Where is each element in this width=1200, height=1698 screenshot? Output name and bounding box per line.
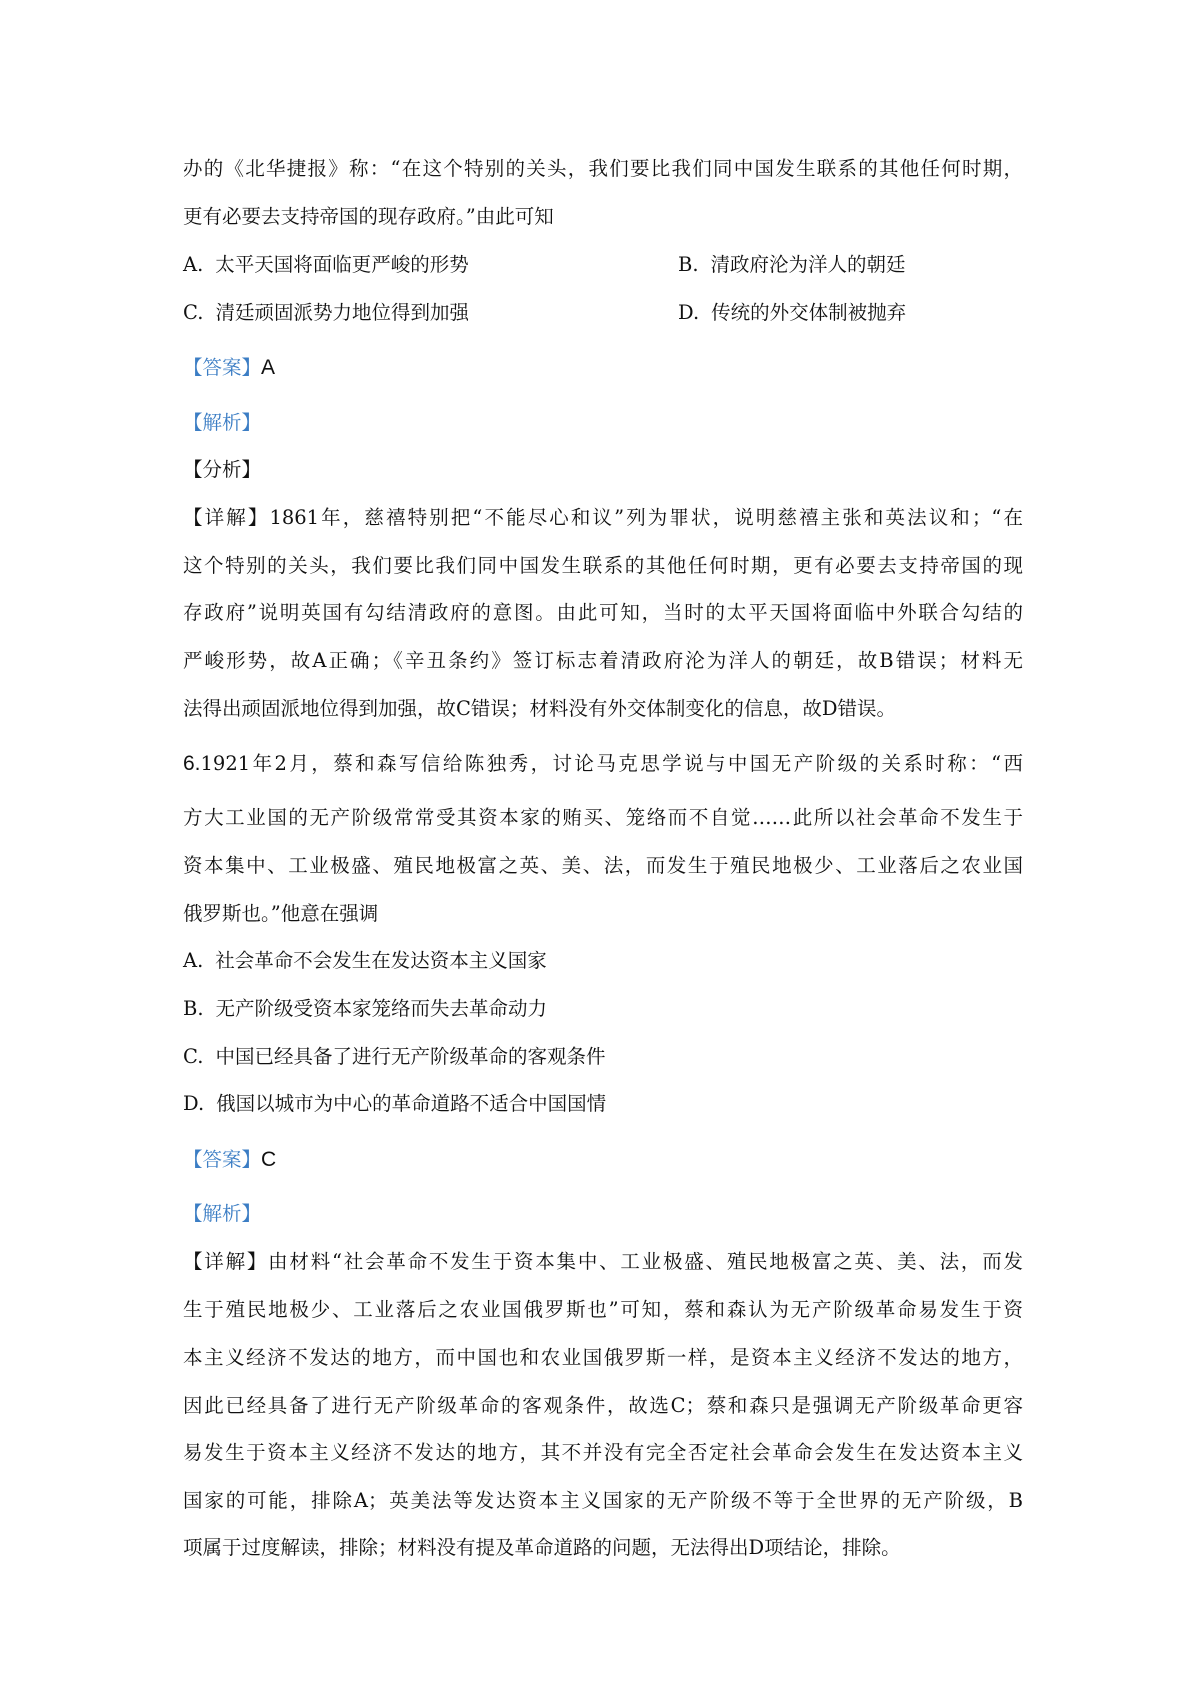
option-text: 中国已经具备了进行无产阶级革命的客观条件 [215,1045,606,1068]
detail-text: 由材料“社会革命不发生于资本集中、工业极盛、殖民地极富之英、美、法，而发 [268,1250,1023,1273]
q6-detail-line: 易发生于资本主义经济不发达的地方，其不并没有完全否定社会革命会发生在发达资本主义 [183,1441,1023,1464]
q6-analysis-tag: 【解析】 [183,1202,262,1225]
q6-option-b [183,996,1023,1022]
q6-stem-line: 俄罗斯也。”他意在强调 [183,902,379,925]
option-label: C. [183,1045,204,1068]
q5-detail-line: 法得出顽固派地位得到加强，故C错误；材料没有外交体制变化的信息，故D错误。 [183,697,897,720]
option-text: 俄国以城市为中心的革命道路不适合中国国情 [216,1092,607,1115]
option-text: 无产阶级受资本家笼络而失去革命动力 [215,997,548,1020]
option-label: B. [183,997,204,1020]
q6-detail-line: 项属于过度解读，排除；材料没有提及革命道路的问题，无法得出D项结论，排除。 [183,1536,901,1559]
option-label: D. [678,301,700,324]
q6-detail-line: 因此已经具备了进行无产阶级革命的客观条件，故选C；蔡和森只是强调无产阶级革命更容 [183,1394,1023,1417]
q6-option-a [183,948,1023,974]
answer-value: C [261,1148,277,1171]
q6-answer [183,1147,1023,1173]
q5-analysis-tag: 【解析】 [183,411,262,434]
q6-detail-line: 本主义经济不发达的地方，而中国也和农业国俄罗斯一样，是资本主义经济不发达的地方， [183,1346,1023,1369]
q6-detail-line: 生于殖民地极少、工业落后之农业国俄罗斯也”可知，蔡和森认为无产阶级革命易发生于资 [183,1298,1023,1321]
question-number: 6. [183,752,201,775]
option-label: D. [183,1092,205,1115]
q5-stem-line: 更有必要去支持帝国的现存政府。”由此可知 [183,205,554,228]
q6-detail-line: 国家的可能，排除A；英美法等发达资本主义国家的无产阶级不等于全世界的无产阶级，B [183,1489,1023,1512]
answer-tag: 【答案】 [183,1148,262,1171]
answer-value: A [261,356,276,379]
q5-detail-line [183,505,1023,531]
q6-stem-line: 资本集中、工业极盛、殖民地极富之英、美、法，而发生于殖民地极少、工业落后之农业国 [183,854,1023,877]
q5-answer [183,355,1023,381]
q5-detail-line: 严峻形势，故A正确；《辛丑条约》签订标志着清政府沦为洋人的朝廷，故B错误；材料无 [183,649,1023,672]
q5-option-b [678,252,1058,278]
option-label: C. [183,301,204,324]
option-text: 清政府沦为洋人的朝廷 [710,253,906,276]
q5-detail-line: 这个特别的关头，我们要比我们同中国发生联系的其他任何时期，更有必要去支持帝国的现 [183,554,1023,577]
q5-stem-line: 办的《北华捷报》称：“在这个特别的关头，我们要比我们同中国发生联系的其他任何时期， [183,157,1023,180]
stem-text: 1921年2月，蔡和森写信给陈独秀，讨论马克思学说与中国无产阶级的关系时称：“西 [200,752,1023,775]
option-label: B. [678,253,699,276]
option-text: 社会革命不会发生在发达资本主义国家 [215,949,547,972]
q6-detail-line [183,1249,1023,1275]
q6-option-d [183,1091,1023,1117]
detail-tag: 【详解】 [183,506,270,529]
q5-option-d [678,300,1058,326]
option-text: 传统的外交体制被抛弃 [711,301,907,324]
option-text: 太平天国将面临更严峻的形势 [215,253,469,276]
q5-detail-line: 存政府”说明英国有勾结清政府的意图。由此可知，当时的太平天国将面临中外联合勾结的 [183,601,1023,624]
detail-tag: 【详解】 [183,1250,269,1273]
option-label: A. [183,253,204,276]
detail-text: 1861年，慈禧特别把“不能尽心和议”列为罪状，说明慈禧主张和英法议和；“在 [269,506,1023,529]
answer-tag: 【答案】 [183,356,262,379]
q6-stem-line [183,751,1023,777]
q5-fenxi-tag: 【分析】 [183,458,262,481]
option-label: A. [183,949,204,972]
q6-stem-line: 方大工业国的无产阶级常常受其资本家的贿买、笼络而不自觉……此所以社会革命不发生于 [183,806,1023,829]
option-text: 清廷顽固派势力地位得到加强 [215,301,469,324]
q6-option-c [183,1044,1023,1070]
